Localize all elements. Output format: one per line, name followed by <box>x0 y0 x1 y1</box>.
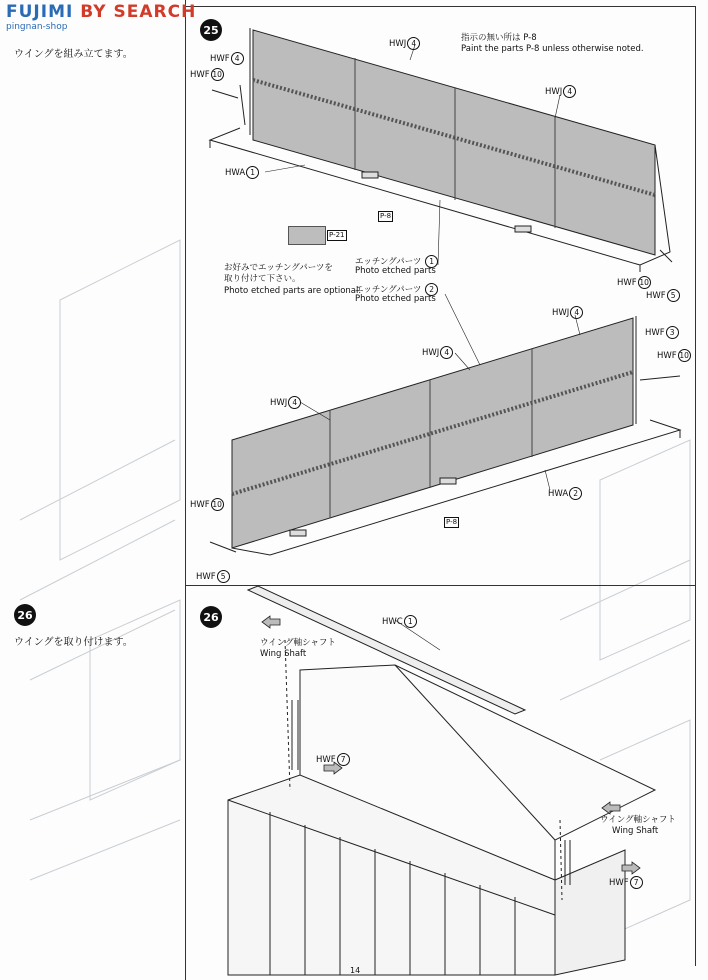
etched-parts-2-en: Photo etched parts <box>355 294 436 304</box>
step-26-badge: 26 <box>200 606 222 628</box>
optional-note-jp2: 取り付けて下さい。 <box>224 274 301 284</box>
paint-note-jp: 指示の無い所は P-8 <box>461 33 537 43</box>
optional-note-jp1: お好みでエッチングパーツを <box>224 263 333 273</box>
label-hwf-5-right: HWF 5 <box>646 289 680 302</box>
label-hwf-10-right: HWF 10 <box>617 278 649 288</box>
label-hwf-3: HWF 3 <box>645 326 679 339</box>
label-hwj-4-a: HWJ 4 <box>389 37 420 50</box>
step-25-instruction: ウイングを組み立てます。 <box>14 49 133 60</box>
wing-shaft-label-right-jp: ウイング軸シャフト <box>600 815 676 825</box>
label-hwf-4-top: HWF 4 <box>210 52 244 65</box>
label-hwf-10-left: HWF 10 <box>190 500 222 510</box>
step-25-badge: 25 <box>200 19 222 41</box>
step-26-badge-left: 26 <box>14 604 36 626</box>
paint-note-en: Paint the parts P-8 unless otherwise noted. <box>461 44 644 54</box>
watermark-logo: FUJIMI BY SEARCH <box>6 2 197 22</box>
label-hwf-7-left: HWF 7 <box>316 753 350 766</box>
page-number: 14 <box>350 966 361 975</box>
label-hwj-4-b: HWJ 4 <box>545 85 576 98</box>
swatch-label: P-21 <box>329 231 345 239</box>
label-hwa-2: HWA 2 <box>548 487 582 500</box>
wing-shaft-label-left-jp: ウイング軸シャフト <box>260 638 336 648</box>
label-p8-upper: P-8 <box>380 212 392 220</box>
label-hwf-10-mid: HWF 10 <box>657 351 689 361</box>
label-p8-lower: P-8 <box>446 518 458 526</box>
label-hwf-10-top: HWF 10 <box>190 70 222 80</box>
step-26-instruction: ウイングを取り付けます。 <box>14 637 133 648</box>
etched-parts-2-jp: エッチングパーツ 2 <box>355 283 438 296</box>
label-hwf-5-left: HWF 5 <box>196 570 230 583</box>
label-hwj-4-c: HWJ 4 <box>552 306 583 319</box>
wing-shaft-label-left-en: Wing Shaft <box>260 649 307 659</box>
label-hwj-4-e: HWJ 4 <box>270 396 301 409</box>
label-hwa-1: HWA 1 <box>225 166 259 179</box>
upper-wing-panel <box>210 28 672 272</box>
watermark-subtext: pingnan-shop <box>6 22 68 32</box>
label-hwc-1: HWC 1 <box>382 615 417 628</box>
label-hwf-7-right: HWF 7 <box>609 876 643 889</box>
optional-note-en: Photo etched parts are optional. <box>224 286 362 296</box>
wing-shaft-label-right-en: Wing Shaft <box>612 826 659 836</box>
etched-parts-1-en: Photo etched parts <box>355 266 436 276</box>
etched-parts-1-jp: エッチングパーツ 1 <box>355 255 438 268</box>
color-swatch-p21 <box>288 226 326 245</box>
label-hwj-4-d: HWJ 4 <box>422 346 453 359</box>
